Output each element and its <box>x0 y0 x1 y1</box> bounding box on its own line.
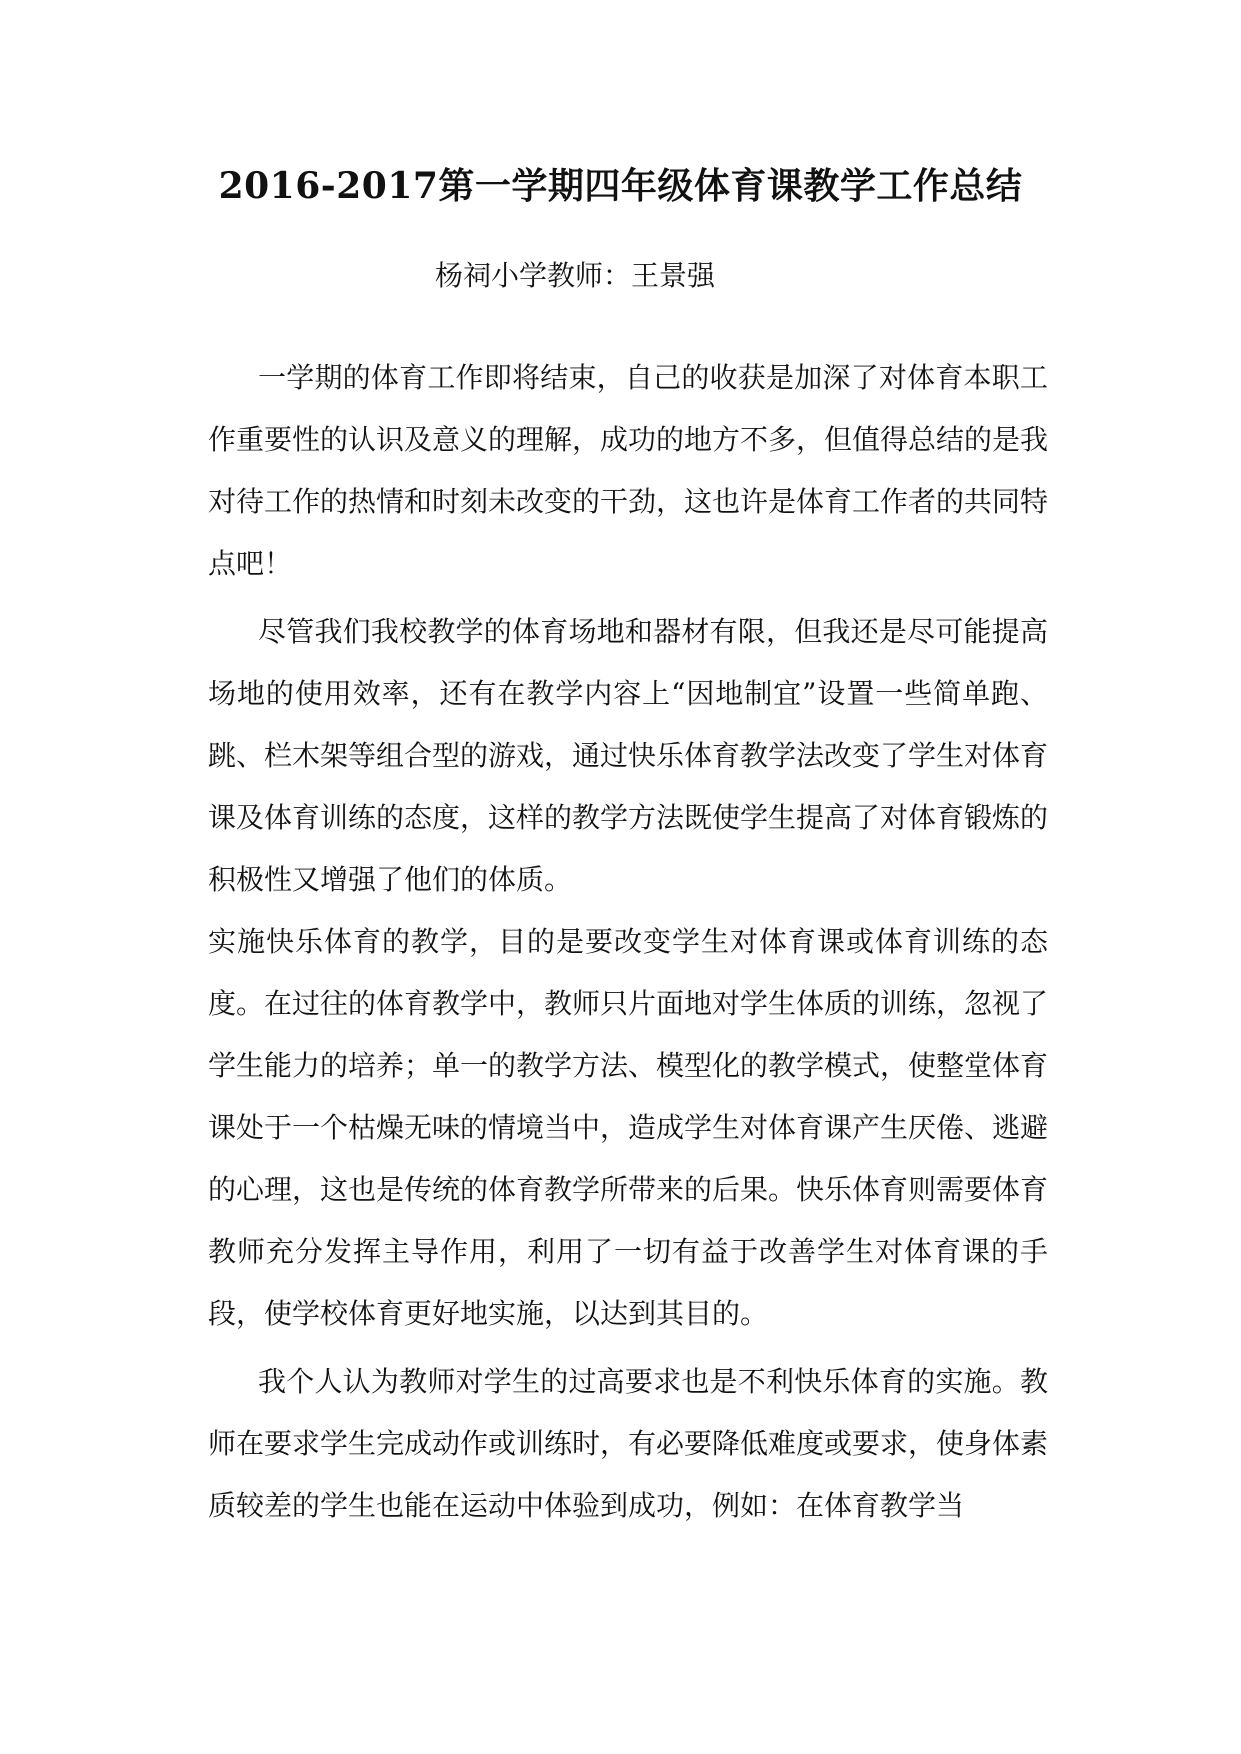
paragraph-4: 我个人认为教师对学生的过高要求也是不利快乐体育的实施。教师在要求学生完成动作或训练时，有必要降低难度或要求，使身体素质较差的学生也能在运动中体验到成功，例如：在体育教学当 <box>208 1365 1049 1522</box>
paragraph-1: 一学期的体育工作即将结束，自己的收获是加深了对体育本职工作重要性的认识及意义的理解，成功的地方不多，但值得总结的是我对待工作的热情和时刻未改变的干劲，这也许是体育工作者的共同特点吧！ <box>208 361 1049 580</box>
paragraph-3: 实施快乐体育的教学，目的是要改变学生对体育课或体育训练的态度。在过往的体育教学中，教师只片面地对学生体质的训练，忽视了学生能力的培养；单一的教学方法、模型化的教学模式，使整堂体育课处于一个枯燥无味的情境当中，造成学生对体育课产生厌倦、逃避的心理，这也是传统的体育教学所带来的后果。快乐体育则需要体育教师充分发挥主导作用，利用了一切有益于改善学生对体育课的手段，使学校体育更好地实施，以达到其目的。 <box>208 925 1049 1330</box>
document-body <box>208 347 1048 1537</box>
document-title: 2016-2017第一学期四年级体育课教学工作总结 <box>218 165 1023 207</box>
paragraph-2: 尽管我们我校教学的体育场地和器材有限，但我还是尽可能提高场地的使用效率，还有在教学内容上“因地制宜”设置一些简单跑、跳、栏木架等组合型的游戏，通过快乐体育教学法改变了学生对体育课及体育训练的态度，这样的教学方法既使学生提高了对体育锻炼的积极性又增强了他们的体质。 <box>208 615 1049 896</box>
author-line: 杨祠小学教师：王景强 <box>435 259 716 292</box>
